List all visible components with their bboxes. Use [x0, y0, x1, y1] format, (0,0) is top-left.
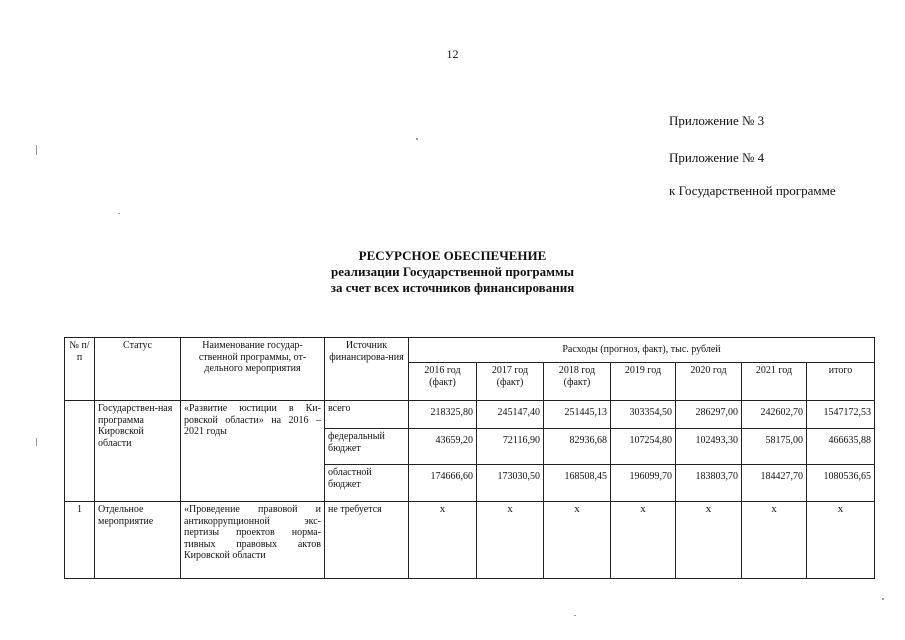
value-cell: 1547172,53 — [807, 401, 875, 429]
header-num: № п/п — [65, 338, 95, 401]
value-cell: х — [611, 502, 676, 579]
value-cell: 1080536,65 — [807, 465, 875, 502]
appendix-line-3: к Государственной программе — [669, 183, 836, 198]
value-cell: х — [409, 502, 477, 579]
header-source: Источник финансирова-ния — [325, 338, 409, 401]
value-cell: х — [544, 502, 611, 579]
value-cell: 107254,80 — [611, 429, 676, 465]
header-total: итого — [807, 363, 875, 401]
appendix-line-2: Приложение № 4 — [669, 150, 765, 165]
value-cell: 466635,88 — [807, 429, 875, 465]
value-cell: 174666,60 — [409, 465, 477, 502]
value-cell: 58175,00 — [742, 429, 807, 465]
title-line-3: за счет всех источников финансирования — [330, 280, 575, 295]
measure-num: 1 — [65, 502, 95, 579]
value-cell: 286297,00 — [676, 401, 742, 429]
value-cell: 242602,70 — [742, 401, 807, 429]
table-row — [65, 502, 875, 579]
program-status: Государствен-ная программа Кировской области — [95, 401, 181, 502]
value-cell: 173030,50 — [477, 465, 544, 502]
header-year-2020: 2020 год — [676, 363, 742, 401]
value-cell: х — [477, 502, 544, 579]
value-cell: 218325,80 — [409, 401, 477, 429]
value-cell: 251445,13 — [544, 401, 611, 429]
value-cell: 303354,50 — [611, 401, 676, 429]
appendix-line-1: Приложение № 3 — [669, 113, 765, 128]
document-title — [0, 248, 905, 296]
header-year-2018: 2018 год (факт) — [544, 363, 611, 401]
title-line-2: реализации Государственной программы — [331, 264, 574, 279]
value-cell: х — [742, 502, 807, 579]
value-cell: 82936,68 — [544, 429, 611, 465]
table-row — [65, 401, 875, 429]
source-cell: всего — [325, 401, 409, 429]
header-row-1 — [65, 338, 875, 363]
value-cell: 168508,45 — [544, 465, 611, 502]
header-year-2021: 2021 год — [742, 363, 807, 401]
header-year-2016: 2016 год (факт) — [409, 363, 477, 401]
measure-name: «Проведение правовой и антикоррупционной экс-пертизы проектов норма-тивных правовых актов Кировской области — [181, 502, 325, 579]
title-line-1: РЕСУРСНОЕ ОБЕСПЕЧЕНИЕ — [358, 248, 547, 263]
value-cell: 196099,70 — [611, 465, 676, 502]
value-cell: 72116,90 — [477, 429, 544, 465]
source-cell: федеральный бюджет — [325, 429, 409, 465]
header-year-2017: 2017 год (факт) — [477, 363, 544, 401]
measure-status: Отдельное мероприятие — [95, 502, 181, 579]
value-cell: х — [807, 502, 875, 579]
resource-table — [64, 337, 875, 579]
value-cell: 245147,40 — [477, 401, 544, 429]
source-cell: областной бюджет — [325, 465, 409, 502]
value-cell: 102493,30 — [676, 429, 742, 465]
measure-source: не требуется — [325, 502, 409, 579]
value-cell: х — [676, 502, 742, 579]
value-cell: 184427,70 — [742, 465, 807, 502]
page-number: 12 — [446, 47, 459, 61]
header-year-2019: 2019 год — [611, 363, 676, 401]
header-expenses: Расходы (прогноз, факт), тыс. рублей — [409, 338, 875, 363]
program-num — [65, 401, 95, 502]
value-cell: 43659,20 — [409, 429, 477, 465]
header-name: Наименование государ-ственной программы, от-дельного мероприятия — [181, 338, 325, 401]
header-status: Статус — [95, 338, 181, 401]
program-name: «Развитие юстиции в Ки-ровской области» на 2016 – 2021 годы — [181, 401, 325, 502]
value-cell: 183803,70 — [676, 465, 742, 502]
